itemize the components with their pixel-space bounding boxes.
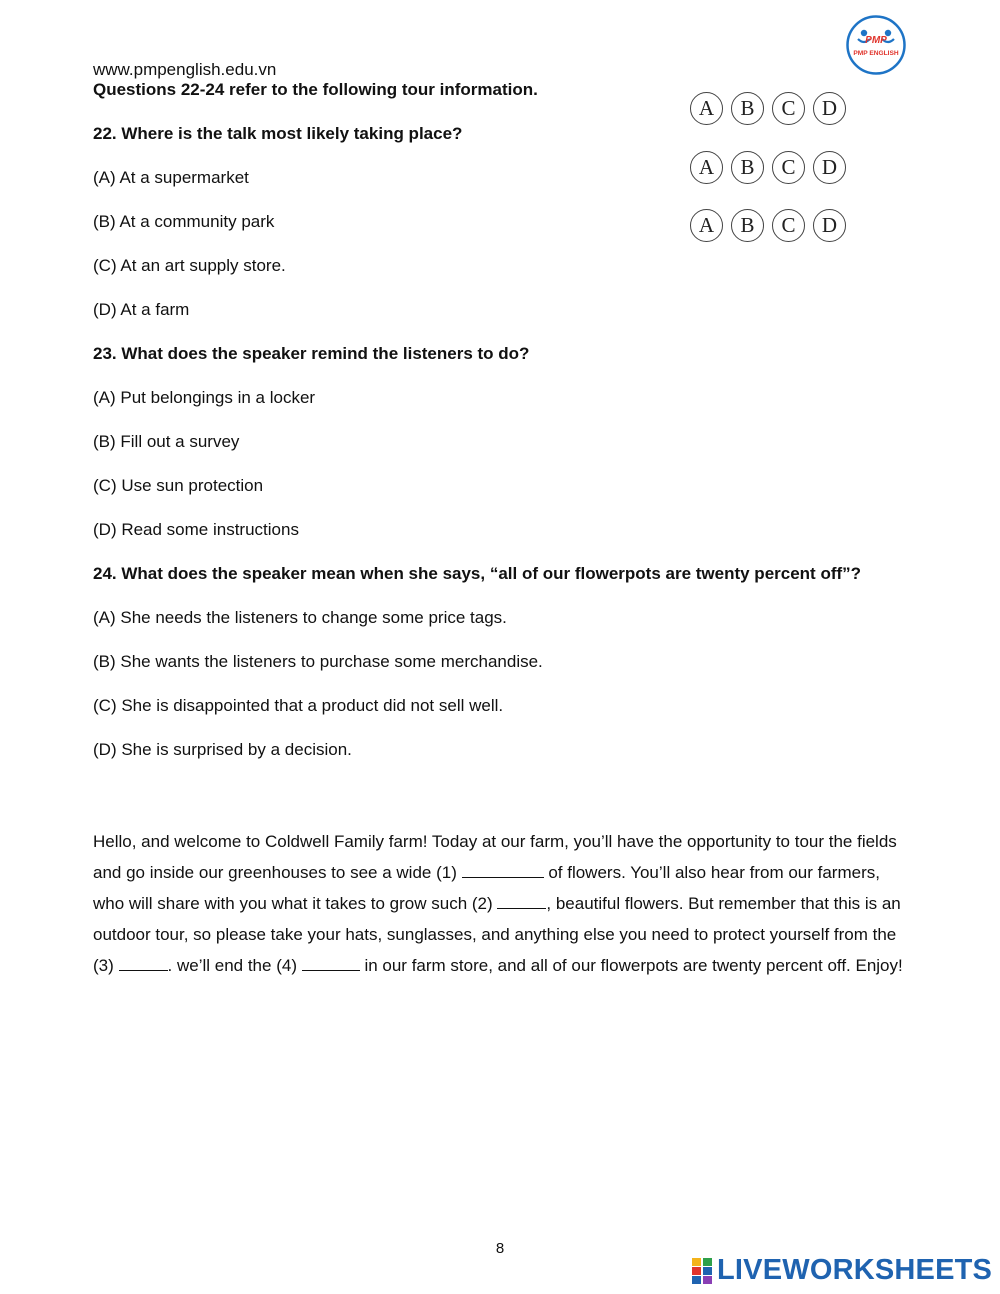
answer-24-c[interactable]: C	[772, 209, 805, 242]
liveworksheets-icon	[692, 1258, 712, 1284]
questions-intro: Questions 22-24 refer to the following tour information.	[93, 80, 538, 99]
answer-22-c[interactable]: C	[772, 92, 805, 125]
blank-4-number: (4)	[276, 956, 297, 975]
question-22-option-b: (B) At a community park	[93, 212, 275, 231]
answer-23-b[interactable]: B	[731, 151, 764, 184]
answer-24-d[interactable]: D	[813, 209, 846, 242]
answer-22-d[interactable]: D	[813, 92, 846, 125]
passage-text-4: . we’ll end the	[167, 956, 277, 975]
passage-text-1: Hello, and welcome to Coldwell Family farm! Today at our farm, you’ll have the opportunity to tour the fields and go inside our greenhouses to see a wide	[93, 832, 897, 882]
blank-2-number: (2)	[471, 894, 493, 913]
pmp-english-logo	[846, 15, 906, 75]
blank-3-number: (3)	[93, 956, 114, 975]
blank-1-number: (1)	[436, 863, 457, 882]
passage-text-5: in our farm store, and all of our flowerpots are twenty percent off. Enjoy!	[359, 956, 903, 975]
answer-row-23	[690, 151, 846, 184]
question-23-stem: 23. What does the speaker remind the listeners to do?	[93, 344, 530, 363]
logo-text: PMP ENGLISH	[853, 50, 899, 57]
question-22-option-c: (C) At an art supply store.	[93, 256, 286, 275]
question-24-option-a: (A) She needs the listeners to change some price tags.	[93, 608, 507, 627]
question-23-option-d: (D) Read some instructions	[93, 520, 299, 539]
passage-text-2: of flowers. You’ll also hear from our farmers, who will share with you what it takes to grow such	[93, 863, 880, 913]
tour-passage	[93, 826, 915, 981]
answer-23-c[interactable]: C	[772, 151, 805, 184]
question-23-option-b: (B) Fill out a survey	[93, 432, 240, 451]
question-24-option-c: (C) She is disappointed that a product did not sell well.	[93, 696, 504, 715]
answer-24-b[interactable]: B	[731, 209, 764, 242]
answer-row-24	[690, 209, 846, 242]
blank-4-input[interactable]	[302, 954, 360, 971]
question-23-option-a: (A) Put belongings in a locker	[93, 388, 316, 407]
page-number: 8	[495, 1240, 505, 1257]
question-24-option-d: (D) She is surprised by a decision.	[93, 740, 352, 759]
question-22-stem: 22. Where is the talk most likely taking place?	[93, 124, 463, 143]
blank-1-input[interactable]	[462, 861, 544, 878]
liveworksheets-text: LIVEWORKSHEETS	[717, 1254, 993, 1286]
question-23-option-c: (C) Use sun protection	[93, 476, 264, 495]
question-22-option-a: (A) At a supermarket	[93, 168, 249, 187]
liveworksheets-brand	[692, 1254, 992, 1287]
question-24-stem: 24. What does the speaker mean when she says, “all of our flowerpots are twenty percent off”?	[93, 564, 862, 583]
question-24-option-b: (B) She wants the listeners to purchase some merchandise.	[93, 652, 543, 671]
answer-23-d[interactable]: D	[813, 151, 846, 184]
question-22-option-d: (D) At a farm	[93, 300, 190, 319]
logo-mark: PMP	[865, 35, 887, 46]
blank-2-input[interactable]	[497, 892, 546, 909]
blank-3-input[interactable]	[119, 954, 168, 971]
passage-text-3: , beautiful flowers. But remember that this is an outdoor tour, so please take your hats, sunglasses, and anything else you need to protect yourself from the	[93, 894, 901, 944]
website-url: www.pmpenglish.edu.vn	[93, 60, 277, 79]
answer-row-22	[690, 92, 846, 125]
answer-23-a[interactable]: A	[690, 151, 723, 184]
answer-24-a[interactable]: A	[690, 209, 723, 242]
answer-22-a[interactable]: A	[690, 92, 723, 125]
answer-22-b[interactable]: B	[731, 92, 764, 125]
